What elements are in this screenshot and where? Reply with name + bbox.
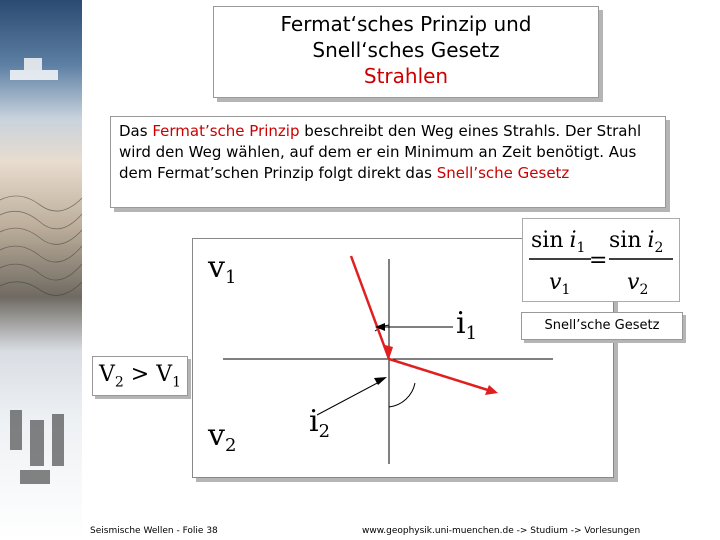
sidebar-photo-strip bbox=[0, 0, 82, 540]
velocity-relation: $V_2 > V_1$ bbox=[92, 356, 188, 396]
footer-url: www.geophysik.uni-muenchen.de -> Studium -> Vorlesungen bbox=[362, 526, 641, 536]
formula-den2: $v_2$ bbox=[627, 270, 649, 298]
text-part-1: Das bbox=[119, 122, 153, 140]
snell-law-label: Snell’sche Gesetz bbox=[521, 312, 683, 340]
footer-slide-info: Seismische Wellen - Folie 38 bbox=[90, 526, 218, 536]
formula-num2: $\sin i_2$ bbox=[609, 228, 664, 256]
ship-cabin-shape bbox=[24, 58, 42, 70]
text-part-2: beschreibt den Weg eines Strahls. Der Strahl wird den Weg wählen, auf dem er ein Minimum an Zeit benötigt. Aus dem Fermat’schen Prinzip folgt direkt das bbox=[119, 122, 642, 182]
title-line-2: Snell‘sches Gesetz bbox=[312, 38, 500, 62]
label-v2: $v_2$ bbox=[208, 418, 237, 456]
title-line-3: Strahlen bbox=[363, 64, 449, 88]
formula-den1: $v_1$ bbox=[549, 270, 571, 298]
sidebar-decoration bbox=[0, 0, 82, 540]
label-v1: $v_1$ bbox=[208, 250, 237, 288]
refracted-ray bbox=[389, 359, 491, 391]
label-i2: $i_2$ bbox=[309, 404, 331, 442]
snell-formula bbox=[522, 218, 680, 302]
label-i1: $i_1$ bbox=[456, 306, 478, 344]
description-text bbox=[110, 116, 666, 208]
incident-ray bbox=[351, 256, 389, 359]
formula-num1: $\sin i_1$ bbox=[531, 228, 586, 256]
slide-title bbox=[213, 6, 599, 98]
ship-hull-shape bbox=[10, 70, 58, 80]
snell-formula-drawing bbox=[523, 219, 679, 301]
text-highlight-snell: Snell’sche Gesetz bbox=[436, 164, 570, 182]
title-line-1: Fermat‘sches Prinzip und bbox=[280, 12, 532, 36]
formula-equals: = bbox=[589, 248, 608, 273]
angle-arc-i2 bbox=[389, 383, 415, 407]
text-highlight-fermat: Fermat’sche Prinzip bbox=[152, 122, 300, 140]
